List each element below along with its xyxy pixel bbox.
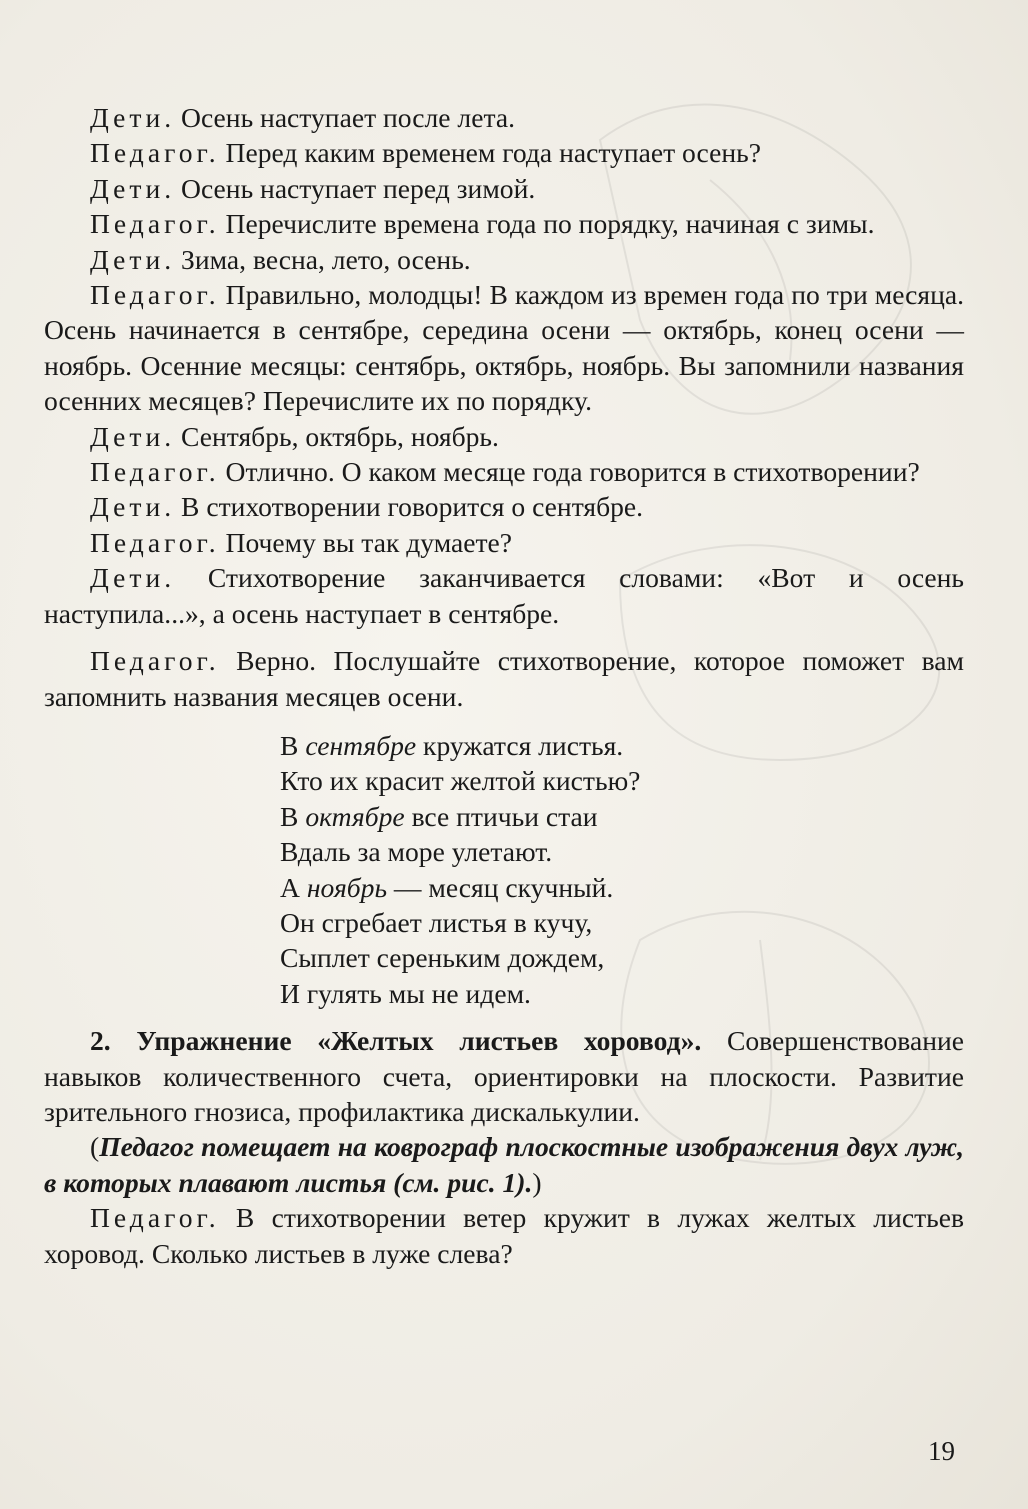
poem-line: [280, 728, 964, 763]
poem-text: — месяц скучный.: [387, 871, 614, 903]
dialogue-line: [44, 489, 964, 524]
dialogue-text: Зима, весна, лето, осень.: [174, 243, 471, 275]
speaker-label: Дети.: [90, 243, 176, 275]
speaker-label: Педагог.: [90, 1202, 220, 1234]
speaker-label: Дети.: [90, 420, 176, 452]
dialogue-text: Почему вы так думаете?: [218, 526, 513, 558]
dialogue-text: Перечислите времена года по порядку, начиная с зимы.: [218, 208, 875, 240]
poem-text: В: [280, 800, 306, 832]
exercise-description: Совершенствование навыков количественного счета, ориентировки на плоскости. Развитие зрительного гнозиса, профилактика дискалькулии.: [44, 1025, 964, 1127]
dialogue-line: [44, 100, 964, 135]
speaker-label: Дети.: [90, 102, 176, 133]
speaker-label: Педагог.: [90, 526, 220, 558]
dialogue-line: [44, 1200, 964, 1271]
dialogue-text: В стихотворении говорится о сентябре.: [174, 491, 644, 523]
dialogue-line: [44, 206, 964, 241]
dialogue-line: [44, 643, 964, 714]
poem-text: все птичьи стаи: [404, 800, 598, 832]
poem-line: И гулять мы не идем.: [280, 977, 531, 1009]
exercise-title: 2. Упражнение «Желтых листьев хоровод».: [90, 1025, 702, 1057]
dialogue-line: [44, 277, 964, 419]
poem-text: В: [280, 729, 306, 761]
dialogue-line: [44, 525, 964, 560]
note-paren: (: [90, 1131, 100, 1163]
poem-line: Сыплет сереньким дождем,: [280, 942, 605, 974]
poem: [280, 728, 964, 1011]
exercise-paragraph: [44, 1023, 964, 1129]
poem-line: Кто их красит желтой кистью?: [280, 765, 641, 797]
dialogue-text: Стихотворение заканчивается словами: «Вот и осень наступила...», а осень наступает в сентябре.: [44, 562, 964, 629]
dialogue-line: [44, 242, 964, 277]
speaker-label: Педагог.: [90, 456, 220, 488]
speaker-label: Педагог.: [90, 279, 220, 311]
dialogue-text: Сентябрь, октябрь, ноябрь.: [174, 420, 499, 452]
speaker-label: Дети.: [90, 491, 176, 523]
exercise-note: [44, 1129, 964, 1200]
dialogue-line: [44, 171, 964, 206]
dialogue-line: [44, 560, 964, 631]
speaker-label: Педагог.: [90, 137, 220, 169]
poem-line: Он сгребает листья в кучу,: [280, 906, 593, 938]
page-number: 19: [928, 1436, 955, 1466]
poem-emphasis: октябре: [305, 800, 405, 832]
dialogue-text: Осень наступает перед зимой.: [174, 172, 536, 204]
dialogue-line: [44, 454, 964, 489]
note-text: Педагог помещает на коврограф плоскостные изображения двух луж, в которых плавают листья (см. рис. 1).: [44, 1131, 964, 1198]
dialogue-line: [44, 419, 964, 454]
poem-emphasis: ноябрь: [306, 871, 388, 903]
dialogue-text: Перед каким временем года наступает осень?: [218, 137, 761, 169]
page-text: [44, 100, 964, 1271]
dialogue-text: Осень наступает после лета.: [174, 102, 515, 133]
dialogue-text: В стихотворении ветер кружит в лужах желтых листьев хоровод. Сколько листьев в луже слева?: [44, 1202, 964, 1269]
speaker-label: Дети.: [90, 562, 176, 594]
poem-text: А: [280, 871, 307, 903]
speaker-label: Дети.: [90, 172, 176, 204]
dialogue-text: Правильно, молодцы! В каждом из времен года по три месяца. Осень начинается в сентябре, середина осени — октябрь, конец осени — ноябрь. Осенние месяцы: сентябрь, октябрь, ноябрь. Вы запомнили названия осенних месяцев? Перечислите их по порядку.: [44, 279, 964, 417]
speaker-label: Педагог.: [90, 645, 220, 677]
poem-line: [280, 870, 964, 905]
poem-text: кружатся листья.: [416, 729, 624, 761]
poem-line: Вдаль за море улетают.: [280, 836, 553, 868]
poem-line: [280, 799, 964, 834]
dialogue-line: [44, 135, 964, 170]
poem-emphasis: сентябре: [305, 729, 417, 761]
dialogue-text: Верно. Послушайте стихотворение, которое поможет вам запомнить названия месяцев осени.: [44, 645, 964, 712]
note-paren: ): [532, 1166, 542, 1198]
speaker-label: Педагог.: [90, 208, 220, 240]
dialogue-text: Отлично. О каком месяце года говорится в стихотворении?: [218, 456, 920, 488]
